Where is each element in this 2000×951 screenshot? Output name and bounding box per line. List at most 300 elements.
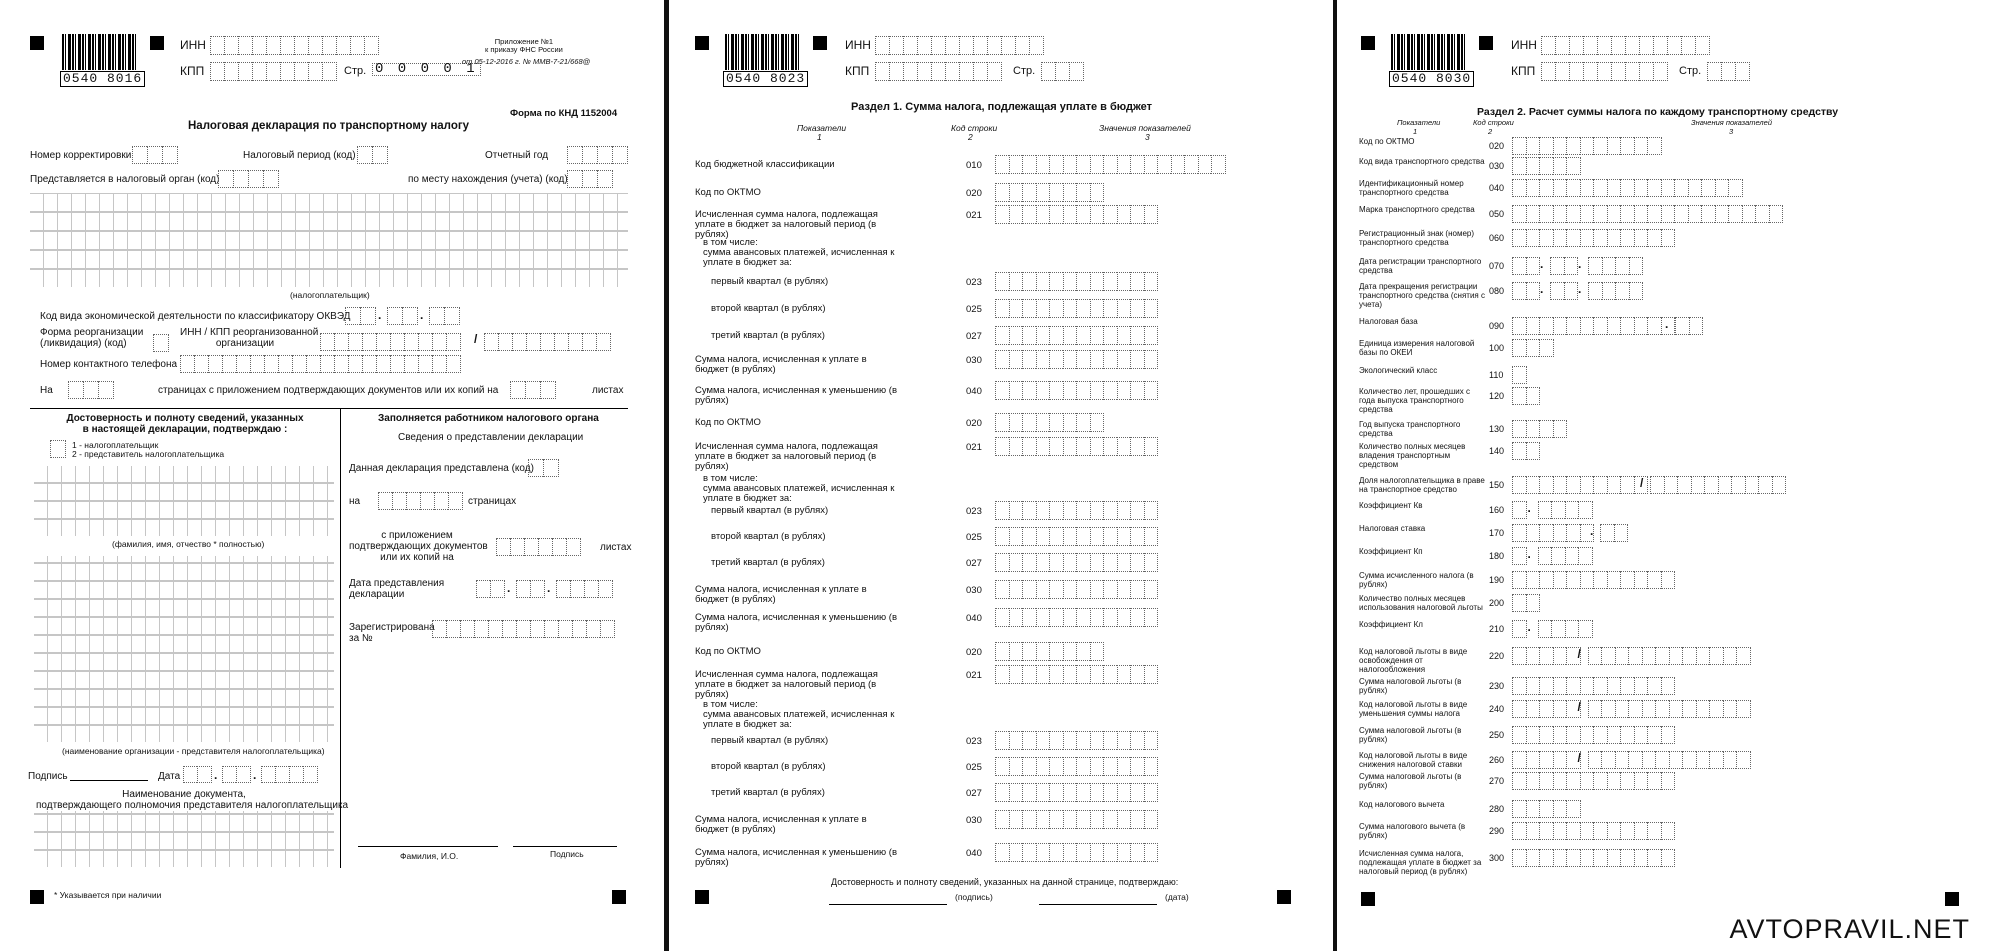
row-label: Марка транспортного средства [1359,205,1475,214]
row-value-field[interactable] [1512,366,1527,384]
row-code: 040 [966,848,982,859]
pages-text: страницах с приложением подтверждающих документов или их копий на [158,385,499,396]
section-title: Раздел 2. Расчет суммы налога по каждому транспортному средству [1477,106,1839,118]
reorg-inn-field[interactable] [320,333,461,351]
barcode-number: 0540 8030 [1389,71,1474,87]
authority-field[interactable] [218,170,279,188]
row-code: 260 [1489,755,1505,765]
row-value-field[interactable] [1538,547,1593,565]
row-code: 050 [1489,209,1505,219]
row-label: Доля налогоплательщика в праве на транспортное средство [1359,476,1485,494]
kpp-field[interactable] [875,62,1002,81]
reorg-label: Форма реорганизации (ликвидация) (код) [40,327,144,349]
year-label: Отчетный год [485,150,549,161]
separator: . [1540,257,1544,271]
row-value-field[interactable] [995,155,1226,174]
corner-marker [1277,890,1291,904]
row-code: 180 [1489,551,1505,561]
row-value-field[interactable] [1512,282,1540,300]
row-value-field[interactable] [995,665,1158,684]
row-label: третий квартал (в рублях) [711,330,825,341]
row-label: Сумма налога, исчисленная к уплате в бюджет (в рублях) [695,814,870,835]
row-label: Количество полных месяцев использования налоговой льготы [1359,594,1483,612]
row-value-field[interactable] [995,810,1158,829]
row-code: 300 [1489,853,1505,863]
corner-marker [150,36,164,50]
corner-marker [1361,892,1375,906]
col-values: Значения показателей [1691,118,1773,127]
form-code: Форма по КНД 1152004 [510,108,618,119]
row-code: 130 [1489,424,1505,434]
inn-field[interactable] [210,36,379,55]
inn-label: ИНН [845,38,871,52]
footer-signature: (подпись) [955,892,993,902]
registration-number-field[interactable] [432,620,615,638]
submit-day-field[interactable] [476,580,505,598]
sheets-count-field[interactable] [510,381,556,399]
correction-field[interactable] [132,146,178,164]
row-label: Код налоговой льготы в виде уменьшения суммы налога [1359,700,1468,718]
col-number: 3 [1145,132,1150,142]
year-field[interactable] [567,146,628,164]
kpp-field[interactable] [1541,62,1668,81]
separator: . [1578,282,1582,296]
row-value-field[interactable] [1512,647,1581,665]
row-code: 120 [1489,391,1505,401]
row-value-field[interactable] [1600,524,1628,542]
sheets-label: листах [592,385,624,396]
row-value-field[interactable] [1512,594,1540,612]
footer-date: (дата) [1165,892,1189,902]
row-value-field[interactable] [1512,387,1540,405]
okved-label: Код вида экономической деятельности по классификатору ОКВЭД [40,311,351,322]
row-label: Коэффициент Кп [1359,547,1423,556]
row-code: 190 [1489,575,1505,585]
row-value-field[interactable] [995,553,1158,572]
row-value-field[interactable] [1512,339,1554,357]
row-value-field[interactable] [1512,620,1527,638]
inn-label: ИНН [180,38,206,52]
page-field[interactable] [1707,62,1750,81]
date-year-field[interactable] [261,766,318,783]
row-code: 023 [966,506,982,517]
corner-marker [695,36,709,50]
row-label: Исчисленная сумма налога, подлежащая уплате в бюджет за налоговый период (в рублях) [695,209,881,240]
barcode-number: 0540 8023 [723,71,808,87]
row-code: 020 [966,418,982,429]
reorg-kpp-field[interactable] [484,333,611,351]
attached-label: с приложением подтверждающих документов или их копий на [349,530,488,563]
corner-marker [30,36,44,50]
row-label: Сумма налоговой льготы (в рублях) [1359,677,1462,695]
row-code: 027 [966,788,982,799]
kpp-label: КПП [180,64,205,78]
separator: . [1540,282,1544,296]
row-value-field[interactable] [1550,282,1578,300]
row-value-field[interactable] [1512,772,1675,790]
row-label: Сумма исчисленного налога (в рублях) [1359,571,1474,589]
row-code: 290 [1489,826,1505,836]
col-code: Код строки [1473,118,1514,127]
submit-year-field[interactable] [556,580,613,598]
separator: . [1665,317,1669,331]
separator: / [1640,476,1644,490]
row-value-field[interactable] [1512,677,1675,695]
separator: . [1527,501,1531,515]
row-label: Дата прекращения регистрации транспортного средства (снятия с учета) [1359,282,1485,309]
footer-confirm: Достоверность и полноту сведений, указанных на данной странице, подтверждаю: [831,877,1179,887]
inn-label: ИНН [1511,38,1537,52]
row-value-field[interactable] [1588,700,1751,718]
col-number: 2 [968,132,973,142]
org-representative-field[interactable] [34,556,334,742]
row-code: 027 [966,558,982,569]
tax-period-field[interactable] [357,146,388,164]
row-code: 020 [966,647,982,658]
row-value-field[interactable] [1512,849,1675,867]
row-code: 021 [966,442,982,453]
col-number: 3 [1729,127,1734,136]
location-label: по месту нахождения (учета) (код) [408,174,568,185]
row-value-field[interactable] [995,272,1158,291]
row-label: Идентификационный номер транспортного средства [1359,179,1464,197]
row-code: 021 [966,210,982,221]
row-label: третий квартал (в рублях) [711,557,825,568]
col-indicators: Показатели [797,123,847,133]
okved-field-3[interactable] [429,307,460,325]
row-label: в том числе: сумма авансовых платежей, исчисленная к уплате в бюджет за: [703,237,895,268]
date-month-field[interactable] [222,766,251,783]
row-code: 030 [1489,161,1505,171]
row-code: 030 [966,585,982,596]
row-code: 025 [966,762,982,773]
row-code: 220 [1489,651,1505,661]
row-value-field[interactable] [995,299,1158,318]
row-label: первый квартал (в рублях) [711,276,829,287]
row-value-field[interactable] [1512,822,1675,840]
row-label: Исчисленная сумма налога, подлежащая уплате в бюджет за налоговый период (в рублях) [695,441,881,472]
sheets-word: листах [600,542,632,553]
separator: . [1527,620,1531,634]
attached-sheets-field[interactable] [496,538,581,556]
row-code: 023 [966,277,982,288]
taxpayer-name-field[interactable] [30,193,628,287]
submitted-pages-field[interactable] [378,492,463,510]
row-code: 030 [966,355,982,366]
barcode-icon [62,34,136,70]
row-label: Коэффициент Кл [1359,620,1423,629]
col-number: 2 [1488,127,1493,136]
row-code: 021 [966,670,982,681]
corner-marker [30,890,44,904]
authority-label: Представляется в налоговый орган (код) [30,174,220,185]
row-code: 025 [966,304,982,315]
row-value-field[interactable] [1512,700,1581,718]
row-code: 060 [1489,233,1505,243]
row-label: первый квартал (в рублях) [711,735,829,746]
row-label: Код вида транспортного средства [1359,157,1485,166]
on-label: на [349,496,361,507]
org-rep-caption: (наименование организации - представителя налогоплательщика) [62,746,325,756]
row-label: Исчисленная сумма налога, подлежащая уплате в бюджет за налоговый период (в рублях) [1359,849,1482,876]
row-value-field[interactable] [1512,571,1675,589]
row-value-field[interactable] [1512,501,1527,519]
row-label: Код налогового вычета [1359,800,1445,809]
row-value-field[interactable] [1512,317,1675,335]
row-code: 160 [1489,505,1505,515]
row-code: 210 [1489,624,1505,634]
row-code: 040 [1489,183,1505,193]
submit-date-label: Дата представления декларации [349,578,445,600]
fio-field[interactable] [34,466,334,536]
row-value-field[interactable] [1538,501,1593,519]
row-value-field[interactable] [1512,157,1581,175]
separator: . [1590,524,1594,538]
row-label: Исчисленная сумма налога, подлежащая уплате в бюджет за налоговый период (в рублях) [695,669,881,700]
row-code: 250 [1489,730,1505,740]
location-field[interactable] [567,170,613,188]
row-code: 270 [1489,776,1505,786]
row-value-field[interactable] [1588,257,1643,275]
row-label: Сумма налоговой льготы (в рублях) [1359,726,1462,744]
row-value-field[interactable] [1538,620,1593,638]
corner-marker [1361,36,1375,50]
confirm-title: Достоверность и полноту сведений, указанных в настоящей декларации, подтверждаю : [66,413,304,435]
row-code: 030 [966,815,982,826]
row-label: Единица измерения налоговой базы по ОКЕИ [1359,339,1475,357]
row-value-field[interactable] [1512,476,1648,494]
fio-line[interactable] [358,846,498,847]
document-field[interactable] [34,811,334,867]
col-number: 1 [817,132,822,142]
col-indicators: Показатели [1397,118,1441,127]
row-value-field[interactable] [1512,800,1581,818]
row-code: 150 [1489,480,1505,490]
row-code: 025 [966,532,982,543]
row-value-field[interactable] [995,783,1158,802]
phone-field[interactable] [180,355,461,373]
row-value-field[interactable] [1512,547,1527,565]
signature-word: Подпись [550,849,584,859]
row-value-field[interactable] [1512,420,1567,438]
row-label: Код бюджетной классификации [695,159,835,170]
row-value-field[interactable] [1588,751,1751,769]
row-label: Год выпуска транспортного средства [1359,420,1461,438]
separator: / [1577,647,1581,661]
row-value-field[interactable] [1650,476,1786,494]
row-label: Сумма налога, исчисленная к уменьшению (в рублях) [695,847,900,868]
signature-label: Подпись [28,771,68,782]
row-value-field[interactable] [995,527,1158,546]
divider [340,408,341,868]
row-label: Коэффициент Кв [1359,501,1423,510]
row-value-field[interactable] [1512,229,1675,247]
na-label: На [40,385,53,396]
corner-marker [1945,892,1959,906]
inn-field[interactable] [1541,36,1710,55]
row-value-field[interactable] [1675,317,1703,335]
row-label: Сумма налоговой льготы (в рублях) [1359,772,1462,790]
row-value-field[interactable] [1512,137,1662,155]
row-value-field[interactable] [1512,179,1743,197]
row-code: 100 [1489,343,1505,353]
tax-period-label: Налоговый период (код) [243,150,356,161]
row-code: 280 [1489,804,1505,814]
confirm-type-field[interactable] [50,440,66,458]
row-value-field[interactable] [1512,442,1540,460]
row-code: 140 [1489,446,1505,456]
row-label: Экологический класс [1359,366,1438,375]
registered-label: Зарегистрирована за № [349,622,435,644]
row-label: в том числе: сумма авансовых платежей, исчисленная к уплате в бюджет за: [703,473,895,504]
reorg-field[interactable] [153,334,169,352]
okved-field-2[interactable] [387,307,418,325]
watermark: AVTOPRAVIL.NET [1729,914,1970,944]
page-label: Стр. [1679,65,1702,77]
corner-marker [1479,36,1493,50]
kpp-label: КПП [845,64,870,78]
row-label: Сумма налога, исчисленная к уменьшению (в рублях) [695,612,900,633]
row-code: 230 [1489,681,1505,691]
row-label: первый квартал (в рублях) [711,505,829,516]
row-label: третий квартал (в рублях) [711,787,825,798]
row-label: Количество лет, прошедших с года выпуска транспортного средства [1359,387,1470,414]
row-value-field[interactable] [995,731,1158,750]
row-label: в том числе: сумма авансовых платежей, исчисленная к уплате в бюджет за: [703,699,895,730]
date-day-field[interactable] [183,766,212,783]
row-label: Количество полных месяцев владения транспортным средством [1359,442,1466,469]
row-value-field[interactable] [995,205,1158,224]
row-label: Сумма налога, исчисленная к уменьшению (в рублях) [695,385,900,406]
date-line[interactable] [1039,904,1157,905]
section1-page [669,0,1333,951]
separator: / [1577,700,1581,714]
row-code: 040 [966,386,982,397]
separator: . [1578,257,1582,271]
row-code: 080 [1489,286,1505,296]
row-code: 240 [1489,704,1505,714]
row-value-field[interactable] [1512,257,1540,275]
row-code: 090 [1489,321,1505,331]
row-value-field[interactable] [995,757,1158,776]
row-value-field[interactable] [995,437,1158,456]
row-value-field[interactable] [995,183,1104,202]
row-value-field[interactable] [1588,282,1643,300]
signature-line[interactable] [70,780,148,781]
row-value-field[interactable] [1512,751,1581,769]
signature-line[interactable] [513,846,617,847]
submitted-label: Данная декларация представлена (код) [349,463,534,474]
section-title: Раздел 1. Сумма налога, подлежащая уплате в бюджет [851,101,1153,113]
col-number: 1 [1413,127,1418,136]
phone-label: Номер контактного телефона [40,359,178,370]
appendix-note: Приложение №1 к приказу ФНС России [485,37,563,54]
row-value-field[interactable] [995,501,1158,520]
row-value-field[interactable] [1588,647,1751,665]
confirm-option-2: 2 - представитель налогоплательщика [72,449,225,459]
row-label: Сумма налогового вычета (в рублях) [1359,822,1466,840]
section2-page [1337,0,2000,951]
barcode-icon [1391,34,1465,70]
row-label: Сумма налога, исчисленная к уплате в бюджет (в рублях) [695,584,870,605]
footnote: * Указывается при наличии [54,890,162,900]
authority-title: Заполняется работником налогового органа [378,413,599,424]
page-label: Стр. [1013,65,1036,77]
row-label: Сумма налога, исчисленная к уплате в бюджет (в рублях) [695,354,870,375]
row-value-field[interactable] [1550,257,1578,275]
row-value-field[interactable] [995,381,1158,400]
taxpayer-caption: (налогоплательщик) [290,290,370,300]
divider [30,408,628,409]
row-value-field[interactable] [995,843,1158,862]
row-value-field[interactable] [1512,726,1675,744]
submitted-code-field[interactable] [528,459,559,477]
row-value-field[interactable] [1512,205,1783,223]
appendix-date: от 05-12-2016 г. № ММВ-7-21/668@ [462,57,591,66]
row-label: Код по ОКТМО [695,646,761,657]
row-value-field[interactable] [995,580,1158,599]
declaration-title-page: 0540 8016 ИНН КПП Стр. 0 0 0 0 1 Приложение №1 к приказу ФНС России от 05-12-2016 г. № ММВ-7-21/668@ Форма по КНД 1152004 Налоговая декларация по транспортному налогу Номер корректировки Налоговый период (код) Отчетный год Представляется в налоговый орган (код) по месту нахождения (учета) (код) (налогоплательщик) Код вида экономической деятельности по классификатору ОКВЭД . . Форма реорганизации (ликвидация) (код) ИНН / КПП реорганизованной организации / Номер контактного телефона На страницах с приложением подтверждающих документов или их копий на листах Достоверность и полноту сведений, указанных в настоящей декларации, подтверждаю : 1 - налогоплательщик 2 - представитель налогоплательщика (фамилия, имя, отчество * полностью) (наименование организации - представителя налогоплательщика) Подпись Дата . . Наименование документа, подтверждающего полномочия представителя налогоплательщика * Указывается при наличии Заполняется работником налогового органа Сведения о представлении декларации Данная декларация представлена (код) на страницах с приложением подтверждающих документов или их копий на листах Дата представления декларации . . Зарегистрирована за № Фамилия, И.О. Подпись [0,0,664,951]
row-code: 023 [966,736,982,747]
inn-field[interactable] [875,36,1044,55]
row-label: второй квартал (в рублях) [711,761,826,772]
separator: . [1527,547,1531,561]
kpp-field[interactable] [210,62,337,81]
separator: / [1577,751,1581,765]
row-value-field[interactable] [995,642,1104,661]
row-value-field[interactable] [995,350,1158,369]
page-field[interactable] [1041,62,1084,81]
corner-marker [695,890,709,904]
row-label: Налоговая база [1359,317,1418,326]
row-code: 020 [966,188,982,199]
corner-marker [813,36,827,50]
reorg-innkpp-label: ИНН / КПП реорганизованной организации [180,327,319,349]
barcode-icon [725,34,799,70]
okved-field-1[interactable] [345,307,376,325]
kpp-label: КПП [1511,64,1536,78]
row-value-field[interactable] [1512,524,1594,542]
barcode-number: 0540 8016 [60,71,145,87]
row-code: 200 [1489,598,1505,608]
pages-word: страницах [468,496,517,507]
row-value-field[interactable] [995,326,1158,345]
row-code: 010 [966,160,982,171]
row-code: 040 [966,613,982,624]
row-value-field[interactable] [995,608,1158,627]
page-number: 0 0 0 0 1 [372,63,481,76]
row-value-field[interactable] [995,413,1104,432]
row-label: второй квартал (в рублях) [711,303,826,314]
row-label: Код по ОКТМО [695,417,761,428]
row-label: Дата регистрации транспортного средства [1359,257,1482,275]
fio-caption: (фамилия, имя, отчество * полностью) [112,539,265,549]
row-code: 110 [1489,370,1504,380]
row-label: Код налоговой льготы в виде снижения налоговой ставки [1359,751,1468,769]
page-label: Стр. [344,65,367,77]
row-label: Код по ОКТМО [695,187,761,198]
row-code: 070 [1489,261,1505,271]
submit-month-field[interactable] [516,580,545,598]
signature-line[interactable] [829,904,947,905]
row-code: 027 [966,331,982,342]
fio-short: Фамилия, И.О. [400,851,459,861]
row-label: Код по ОКТМО [1359,137,1415,146]
row-label: второй квартал (в рублях) [711,531,826,542]
pages-count-field[interactable] [68,381,114,399]
doc-label: Наименование документа, подтверждающего полномочия представителя налогоплательщика [36,789,349,811]
row-code: 170 [1489,528,1505,538]
